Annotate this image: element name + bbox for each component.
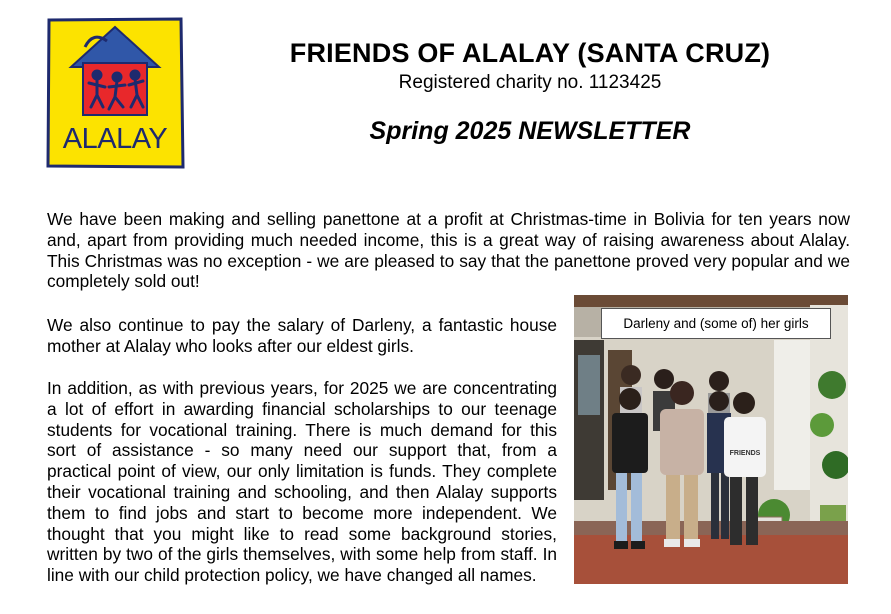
page-title: FRIENDS OF ALALAY (SANTA CRUZ)	[289, 38, 771, 68]
newsletter-heading: Spring 2025 NEWSLETTER	[369, 117, 691, 145]
paragraph-scholarships: In addition, as with previous years, for 2025 we are concentrating a lot of effort in awarding financial scholarships to our teenage students for vocational training. There is much demand for this sort of assistance - so many need our support that, from a practical point of view, our only limitation is funds. They complete their vocational training and schooling, and then Alalay supports them to find jobs and start to become more independent. We thought that you might like to read some background stories, written by two of the girls themselves, with some help from staff. In line with our child protection policy, we have changed all names.	[47, 378, 557, 586]
alalay-logo	[45, 17, 185, 169]
photo-shirt-text: FRIENDS	[729, 450, 761, 457]
registration-number: Registered charity no. 1123425	[398, 72, 662, 93]
paragraph-darleny: We also continue to pay the salary of Darleny, a fantastic house mother at Alalay who looks after our eldest girls.	[47, 315, 557, 356]
paragraph-panettone: We have been making and selling panettone at a profit at Christmas-time in Bolivia for ten years now and, apart from providing much needed income, this is a great way of raising awareness about Alalay. This Christmas was no exception - we are pleased to say that the panettone proved very popular and we completely sold out!	[47, 209, 850, 292]
logo-text: ALALAY	[62, 123, 168, 155]
photo-caption: Darleny and (some of) her girls	[601, 308, 831, 339]
